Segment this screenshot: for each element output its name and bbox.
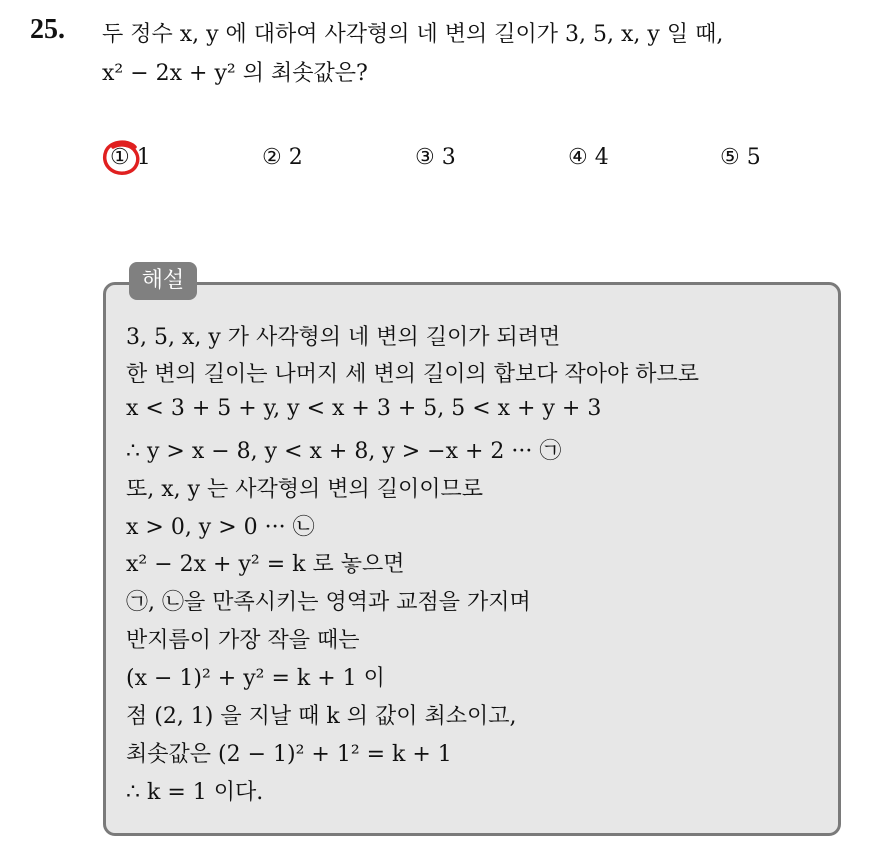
solution-line-10: (x − 1)² + y² = k + 1 이 [126,666,385,691]
choice-1[interactable] [110,145,151,170]
choice-2[interactable] [262,145,303,170]
choice-5[interactable] [720,145,761,170]
solution-line-5: 또, x, y 는 사각형의 변의 길이이므로 [126,477,484,502]
solution-line-4: ∴ y > x − 8, y < x + 8, y > −x + 2 ··· ㉠ [126,439,562,464]
solution-line-1: 3, 5, x, y 가 사각형의 네 변의 길이가 되려면 [126,325,561,350]
solution-line-12: 최솟값은 (2 − 1)² + 1² = k + 1 [126,742,452,767]
choice-5-value: 5 [746,145,761,170]
choice-2-value: 2 [288,145,303,170]
choice-4[interactable] [568,145,609,170]
solution-tag: 해설 [129,262,197,300]
choice-5-symbol: ⑤ [720,145,740,170]
solution-line-13: ∴ k = 1 이다. [126,780,264,805]
solution-line-8: ㉠, ㉡을 만족시키는 영역과 교점을 가지며 [126,590,531,615]
answer-choices [110,145,830,179]
red-circle-mark-icon [101,137,147,179]
choice-4-value: 4 [594,145,609,170]
choice-1-symbol: ① [110,145,130,170]
choice-4-symbol: ④ [568,145,588,170]
solution-line-11: 점 (2, 1) 을 지날 때 k 의 값이 최소이고, [126,704,517,729]
choice-3[interactable] [415,145,456,170]
choice-1-value: 1 [136,145,151,170]
solution-line-7: x² − 2x + y² = k 로 놓으면 [126,552,405,577]
choice-3-value: 3 [441,145,456,170]
choice-3-symbol: ③ [415,145,435,170]
solution-line-9: 반지름이 가장 작을 때는 [126,628,360,653]
solution-line-6: x > 0, y > 0 ··· ㉡ [126,515,315,540]
question-number: 25. [30,14,65,45]
question-text-line-1: 두 정수 x, y 에 대하여 사각형의 네 변의 길이가 3, 5, x, y 일 때, [102,22,724,47]
choice-2-symbol: ② [262,145,282,170]
question-text-line-2: x² − 2x + y² 의 최솟값은? [102,61,368,86]
solution-line-2: 한 변의 길이는 나머지 세 변의 길이의 합보다 작아야 하므로 [126,362,699,387]
solution-line-3: x < 3 + 5 + y, y < x + 3 + 5, 5 < x + y + 3 [126,396,602,421]
